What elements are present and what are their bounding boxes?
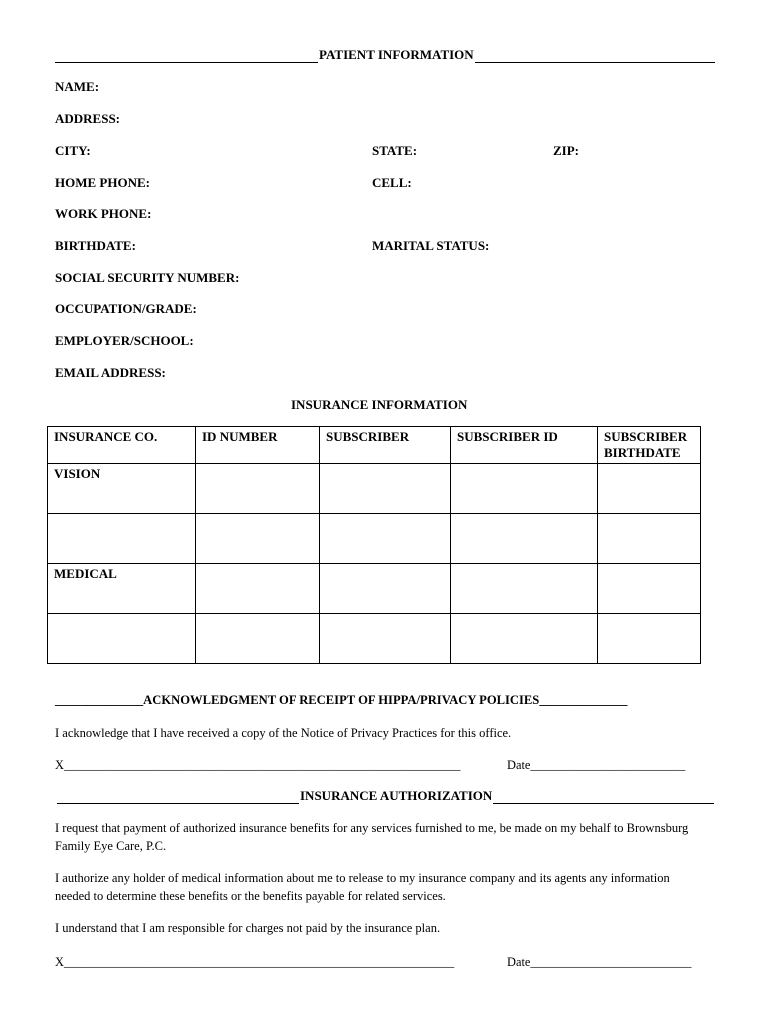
table-cell[interactable] bbox=[320, 564, 451, 614]
table-cell[interactable] bbox=[598, 614, 701, 664]
authorization-paragraph-3: I understand that I am responsible for charges not paid by the insurance plan. bbox=[55, 921, 441, 935]
col-insurance-co: INSURANCE CO. bbox=[48, 427, 196, 464]
patient-info-heading: PATIENT INFORMATION bbox=[319, 47, 474, 62]
table-cell[interactable] bbox=[451, 464, 598, 514]
table-cell[interactable] bbox=[196, 564, 320, 614]
employer-label: EMPLOYER/SCHOOL: bbox=[55, 333, 194, 348]
table-cell[interactable] bbox=[48, 514, 196, 564]
insurance-header-row bbox=[48, 427, 701, 464]
table-cell[interactable] bbox=[451, 514, 598, 564]
insurance-info-heading: INSURANCE INFORMATION bbox=[291, 397, 468, 412]
zip-label: ZIP: bbox=[553, 143, 579, 158]
table-cell[interactable] bbox=[320, 614, 451, 664]
home-phone-label: HOME PHONE: bbox=[55, 175, 150, 190]
table-cell[interactable] bbox=[320, 464, 451, 514]
insurance-authorization-heading: INSURANCE AUTHORIZATION bbox=[300, 788, 493, 803]
table-cell[interactable] bbox=[48, 614, 196, 664]
acknowledgment-date-line[interactable]: Date_________________________ bbox=[507, 758, 686, 772]
table-cell[interactable] bbox=[598, 514, 701, 564]
table-cell[interactable] bbox=[196, 514, 320, 564]
table-row bbox=[48, 514, 701, 564]
table-cell[interactable] bbox=[451, 614, 598, 664]
authorization-signature-line[interactable]: X_______________________________________________________________ bbox=[55, 955, 455, 969]
acknowledgment-signature-line[interactable]: X________________________________________________________________ bbox=[55, 758, 461, 772]
table-cell[interactable] bbox=[196, 464, 320, 514]
table-cell[interactable] bbox=[320, 514, 451, 564]
occupation-label: OCCUPATION/GRADE: bbox=[55, 301, 197, 316]
row-label-vision: VISION bbox=[48, 464, 196, 514]
table-cell[interactable] bbox=[598, 464, 701, 514]
cell-label: CELL: bbox=[372, 175, 412, 190]
col-subscriber-birthdate: SUBSCRIBER BIRTHDATE bbox=[598, 427, 701, 464]
birthdate-label: BIRTHDATE: bbox=[55, 238, 136, 253]
state-label: STATE: bbox=[372, 143, 418, 158]
col-subscriber-id: SUBSCRIBER ID bbox=[451, 427, 598, 464]
work-phone-label: WORK PHONE: bbox=[55, 206, 152, 221]
authorization-date-line[interactable]: Date__________________________ bbox=[507, 955, 692, 969]
insurance-table bbox=[47, 426, 701, 664]
city-label: CITY: bbox=[55, 143, 91, 158]
col-subscriber: SUBSCRIBER bbox=[320, 427, 451, 464]
authorization-paragraph-2: I authorize any holder of medical information about me to release to my insurance company and its agents any information needed to determine these benefits or the benefits payable for related services. bbox=[55, 871, 670, 903]
table-row bbox=[48, 464, 701, 514]
name-label: NAME: bbox=[55, 79, 100, 94]
col-id-number: ID NUMBER bbox=[196, 427, 320, 464]
address-label: ADDRESS: bbox=[55, 111, 121, 126]
table-row bbox=[48, 614, 701, 664]
acknowledgment-statement: I acknowledge that I have received a copy of the Notice of Privacy Practices for this office. bbox=[55, 726, 512, 740]
row-label-medical: MEDICAL bbox=[48, 564, 196, 614]
email-label: EMAIL ADDRESS: bbox=[55, 365, 166, 380]
table-cell[interactable] bbox=[598, 564, 701, 614]
table-row bbox=[48, 564, 701, 614]
ssn-label: SOCIAL SECURITY NUMBER: bbox=[55, 270, 240, 285]
acknowledgment-heading: ______________ACKNOWLEDGMENT OF RECEIPT OF HIPPA/PRIVACY POLICIES______________ bbox=[55, 693, 628, 707]
table-cell[interactable] bbox=[451, 564, 598, 614]
authorization-paragraph-1: I request that payment of authorized insurance benefits for any services furnished to me, be made on my behalf to Brownsburg Family Eye Care, P.C. bbox=[55, 821, 689, 853]
table-cell[interactable] bbox=[196, 614, 320, 664]
marital-status-label: MARITAL STATUS: bbox=[372, 238, 490, 253]
